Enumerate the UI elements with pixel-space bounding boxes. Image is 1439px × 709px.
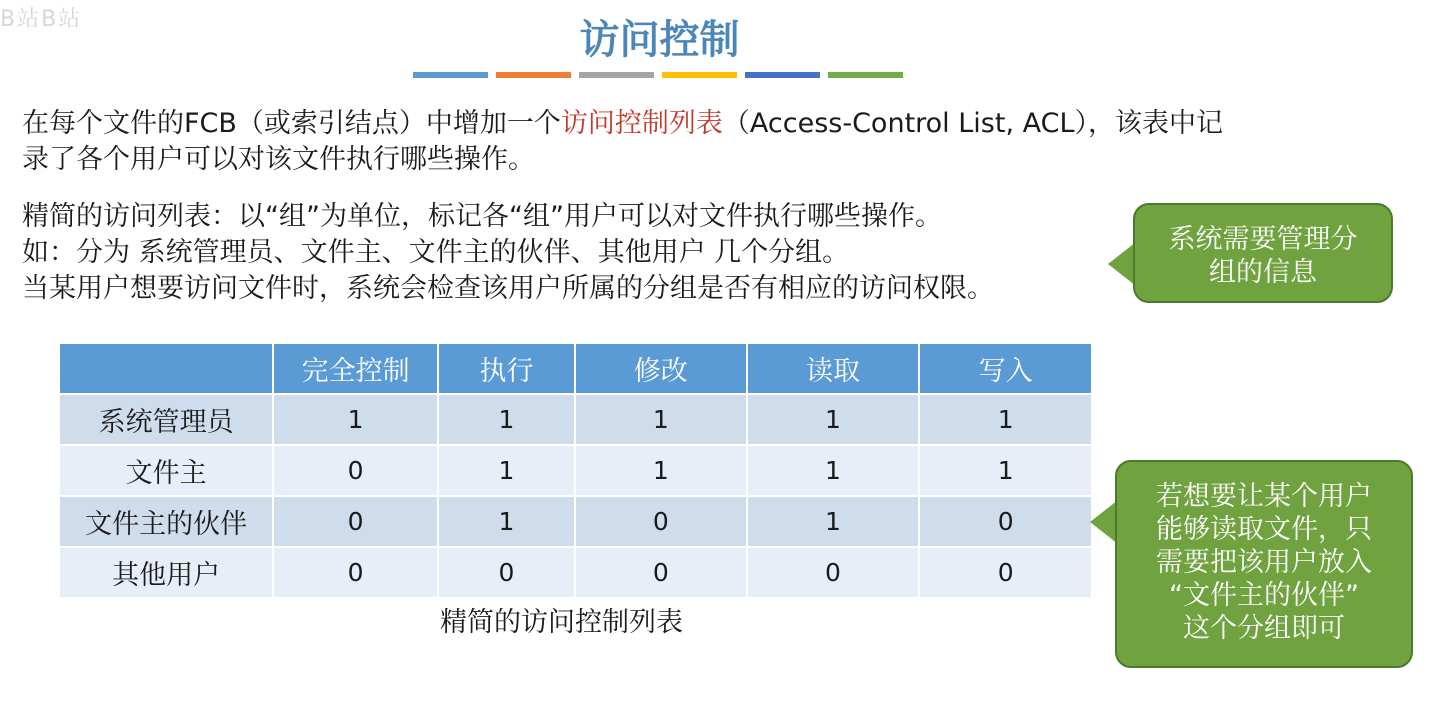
intro-line-1 bbox=[22, 106, 1223, 142]
acl-table bbox=[60, 344, 1093, 597]
accent-bar-1 bbox=[413, 72, 488, 78]
table-cell: 1 bbox=[438, 496, 575, 547]
accent-bar-4 bbox=[662, 72, 737, 78]
callout-2-line-3: 需要把该用户放入 bbox=[1156, 547, 1372, 578]
table-row bbox=[60, 394, 1092, 445]
callout-1-pointer bbox=[1108, 242, 1136, 286]
row-label: 文件主的伙伴 bbox=[60, 496, 273, 547]
intro-line-2: 录了各个用户可以对该文件执行哪些操作。 bbox=[22, 144, 535, 175]
callout-group-info bbox=[1133, 203, 1393, 303]
accent-bar-5 bbox=[745, 72, 820, 78]
header-write: 写入 bbox=[919, 344, 1092, 394]
table-cell: 1 bbox=[747, 394, 920, 445]
table-cell: 0 bbox=[273, 547, 438, 597]
table-row bbox=[60, 445, 1092, 496]
header-modify: 修改 bbox=[575, 344, 747, 394]
table-cell: 0 bbox=[575, 547, 747, 597]
group-paragraph bbox=[22, 199, 994, 307]
accent-bar-6 bbox=[828, 72, 903, 78]
table-cell: 0 bbox=[919, 496, 1092, 547]
callout-1-line-2: 组的信息 bbox=[1209, 257, 1317, 288]
table-cell: 0 bbox=[273, 445, 438, 496]
row-label: 系统管理员 bbox=[60, 394, 273, 445]
group-line-3: 当某用户想要访问文件时，系统会检查该用户所属的分组是否有相应的访问权限。 bbox=[22, 273, 994, 304]
acl-term: 访问控制列表 bbox=[560, 108, 723, 139]
table-cell: 0 bbox=[438, 547, 575, 597]
accent-bar-3 bbox=[579, 72, 654, 78]
accent-bar-2 bbox=[496, 72, 571, 78]
table-cell: 0 bbox=[575, 496, 747, 547]
slide-title: 访问控制 bbox=[579, 17, 740, 63]
callout-2-line-4: “文件主的伙伴” bbox=[1169, 580, 1359, 611]
table-cell: 1 bbox=[747, 496, 920, 547]
group-line-1: 精简的访问列表：以“组”为单位，标记各“组”用户可以对文件执行哪些操作。 bbox=[22, 201, 942, 232]
table-cell: 1 bbox=[273, 394, 438, 445]
row-label: 文件主 bbox=[60, 445, 273, 496]
accent-bars bbox=[413, 72, 903, 78]
callout-2-line-5: 这个分组即可 bbox=[1183, 613, 1345, 644]
table-cell: 1 bbox=[438, 394, 575, 445]
table-cell: 1 bbox=[747, 445, 920, 496]
table-cell: 1 bbox=[919, 445, 1092, 496]
watermark: B站B站 bbox=[0, 7, 83, 32]
callout-2-pointer bbox=[1090, 500, 1118, 544]
table-cell: 0 bbox=[273, 496, 438, 547]
intro-post: （Access-Control List, ACL），该表中记 bbox=[722, 108, 1224, 139]
table-cell: 1 bbox=[438, 445, 575, 496]
table-cell: 1 bbox=[575, 445, 747, 496]
callout-partner-group bbox=[1115, 460, 1413, 668]
group-line-2: 如：分为 系统管理员、文件主、文件主的伙伴、其他用户 几个分组。 bbox=[22, 237, 850, 268]
table-cell: 0 bbox=[919, 547, 1092, 597]
callout-1-line-1: 系统需要管理分 bbox=[1168, 224, 1358, 255]
header-read: 读取 bbox=[747, 344, 920, 394]
table-cell: 0 bbox=[747, 547, 920, 597]
callout-2-line-2: 能够读取文件，只 bbox=[1156, 514, 1372, 545]
table-cell: 1 bbox=[919, 394, 1092, 445]
header-cell-empty bbox=[60, 344, 273, 394]
table-cell: 1 bbox=[575, 394, 747, 445]
table-header-row bbox=[60, 344, 1092, 394]
header-full-control: 完全控制 bbox=[273, 344, 438, 394]
table-row bbox=[60, 496, 1092, 547]
header-execute: 执行 bbox=[438, 344, 575, 394]
callout-2-line-1: 若想要让某个用户 bbox=[1156, 481, 1372, 512]
row-label: 其他用户 bbox=[60, 547, 273, 597]
intro-pre: 在每个文件的FCB（或索引结点）中增加一个 bbox=[22, 108, 561, 139]
intro-paragraph bbox=[22, 106, 1223, 178]
table-row bbox=[60, 547, 1092, 597]
table-caption: 精简的访问控制列表 bbox=[440, 607, 683, 638]
